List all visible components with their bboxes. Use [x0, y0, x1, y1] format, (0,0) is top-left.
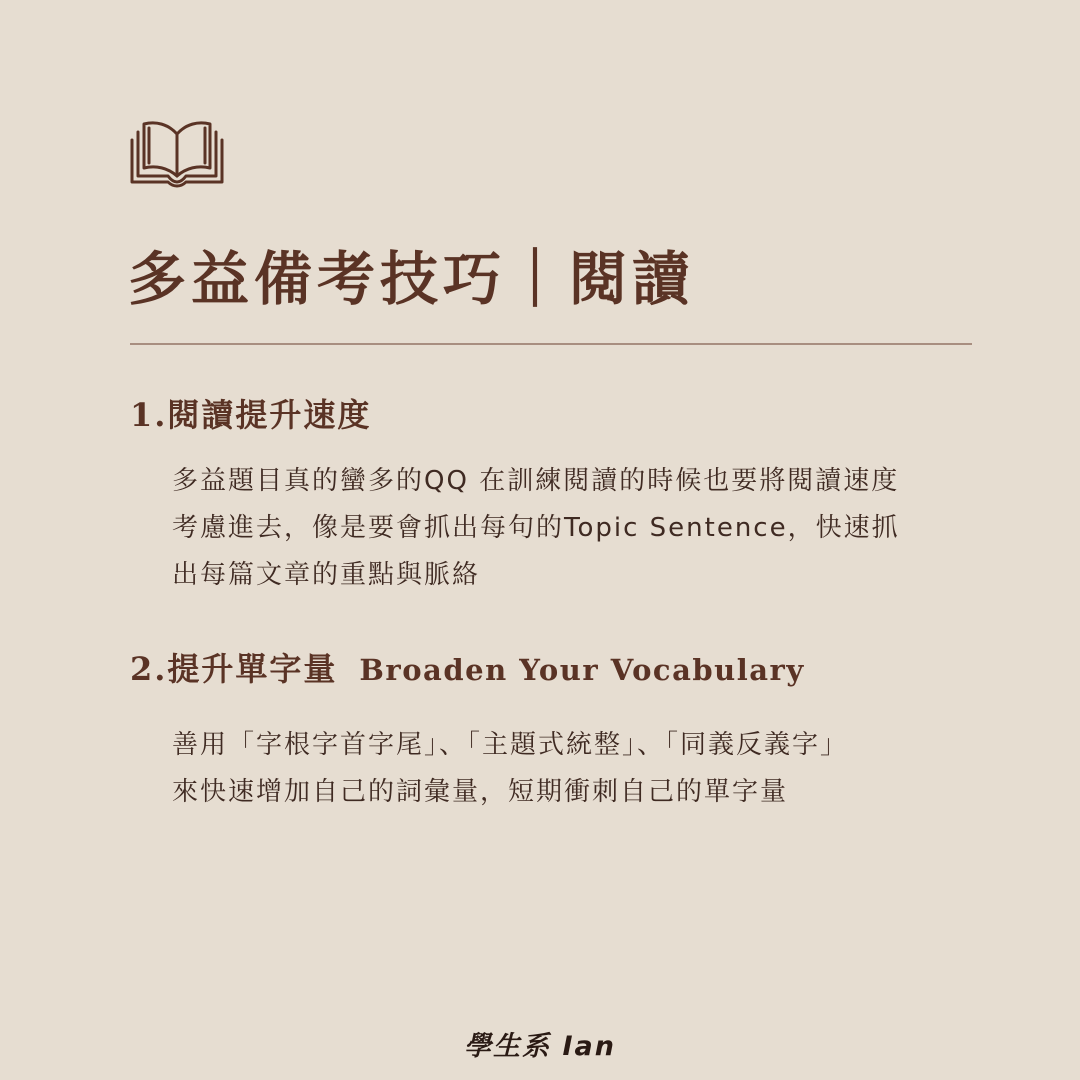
body-line: 來快速增加自己的詞彙量，短期衝刺自己的單字量	[172, 777, 789, 807]
section-body-reading-speed	[172, 458, 1002, 599]
section-heading-english: Broaden Your Vocabulary	[359, 653, 805, 687]
section-heading-text: 2.提升單字量	[130, 650, 338, 688]
body-line: 善用「字根字首字尾」、「主題式統整」、「同義反義字」	[172, 730, 849, 760]
body-line: 出每篇文章的重點與脈絡	[172, 560, 481, 590]
body-line: 多益題目真的蠻多的QQ 在訓練閱讀的時候也要將閱讀速度	[172, 466, 900, 496]
section-heading-text: 1.閱讀提升速度	[130, 396, 372, 434]
section-heading-vocabulary	[130, 650, 805, 688]
open-book-icon	[128, 118, 226, 188]
page-title: 多益備考技巧｜閱讀	[128, 245, 696, 313]
body-line: 考慮進去，像是要會抓出每句的Topic Sentence，快速抓	[172, 513, 900, 543]
title-divider	[130, 343, 972, 345]
section-heading-reading-speed	[130, 396, 371, 434]
section-body-vocabulary	[172, 722, 1002, 816]
footer-signature: 學生系 Ian	[464, 1031, 616, 1062]
